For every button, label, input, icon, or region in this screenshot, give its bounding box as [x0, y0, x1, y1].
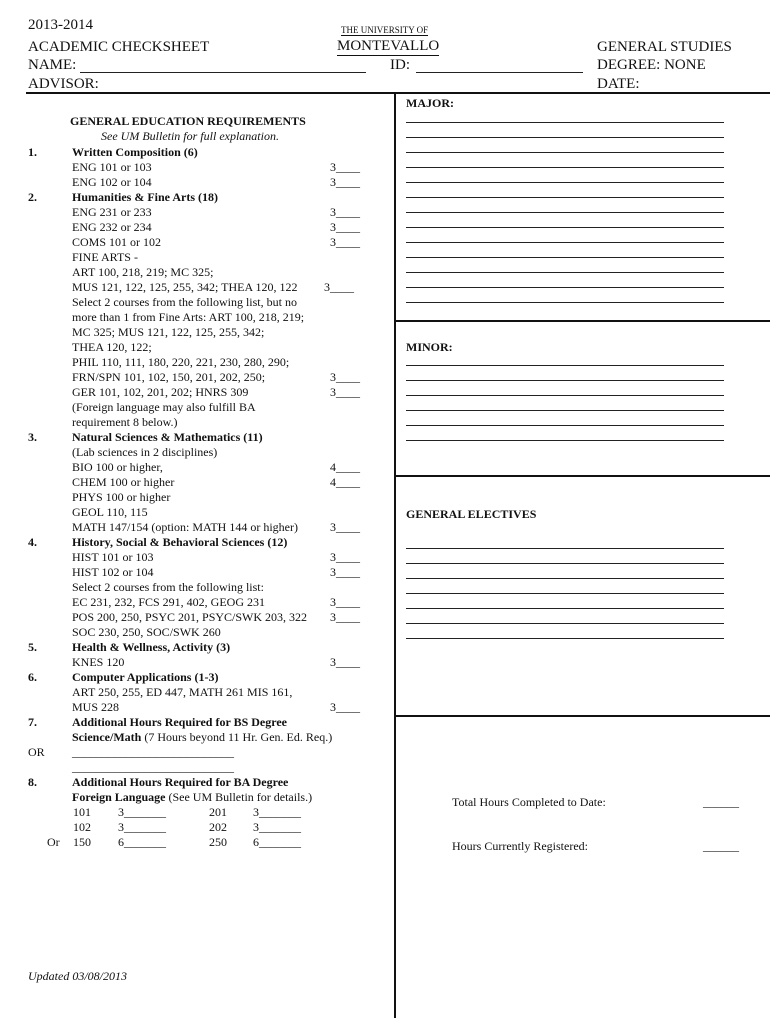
requirement-text: PHIL 110, 111, 180, 220, 221, 230, 280, 290; [72, 355, 290, 369]
requirement-line [72, 640, 230, 655]
name-field[interactable] [80, 72, 366, 73]
requirement-text: Health & Wellness, Activity (3) [72, 640, 231, 654]
requirement-line [72, 145, 198, 160]
program: GENERAL STUDIES [597, 39, 732, 55]
requirement-line [72, 610, 307, 625]
requirement-line [72, 310, 304, 325]
minor-course-line[interactable] [406, 410, 724, 411]
requirement-line [72, 685, 292, 700]
credit-blank[interactable]: 3____ [330, 160, 360, 174]
requirement-text: ART 100, 218, 219; MC 325; [72, 265, 214, 279]
course-number: 202 [209, 820, 227, 834]
date-label: DATE: [597, 76, 640, 92]
credit-blank[interactable]: 3____ [330, 610, 360, 624]
requirement-text: more than 1 from Fine Arts: ART 100, 218, 219; [72, 310, 305, 324]
requirement-text: MC 325; MUS 121, 122, 125, 255, 342; [72, 325, 265, 339]
course-number: 150 [73, 835, 91, 849]
requirement-text: HIST 101 or 103 [72, 550, 154, 564]
requirement-text: EC 231, 232, FCS 291, 402, GEOG 231 [72, 595, 266, 609]
requirement-text: MUS 228 [72, 700, 120, 714]
credit-blank[interactable]: 3____ [330, 520, 360, 534]
requirement-line [72, 580, 264, 595]
requirement-text: Select 2 courses from the following list, but no [72, 295, 297, 309]
requirement-line [72, 790, 312, 805]
university-small: THE UNIVERSITY OF [341, 25, 429, 35]
requirement-text: HIST 102 or 104 [72, 565, 154, 579]
credit-blank[interactable]: 3____ [330, 565, 360, 579]
requirement-line [72, 235, 161, 250]
major-course-line[interactable] [406, 137, 724, 138]
requirement-line [72, 400, 256, 415]
requirement-line [72, 385, 248, 400]
requirement-line [72, 700, 119, 715]
requirement-text: BIO 100 or higher, [72, 460, 163, 474]
requirement-text: Science/Math [72, 730, 142, 744]
requirement-line [72, 595, 265, 610]
requirement-number: 4. [28, 535, 37, 549]
electives-label: GENERAL ELECTIVES [406, 507, 537, 521]
requirement-line [72, 205, 152, 220]
requirement-line [72, 670, 218, 685]
total-hours-field[interactable]: ______ [703, 795, 739, 809]
minor-course-line[interactable] [406, 365, 724, 366]
minor-course-line[interactable] [406, 425, 724, 426]
requirement-line [72, 265, 213, 280]
requirement-number: 5. [28, 640, 37, 654]
major-course-line[interactable] [406, 287, 724, 288]
requirement-line [72, 490, 170, 505]
requirement-text: Written Composition (6) [72, 145, 198, 159]
requirement-text: requirement 8 below.) [72, 415, 178, 429]
minor-course-line[interactable] [406, 380, 724, 381]
credit-blank[interactable]: 3____ [324, 280, 354, 294]
requirement-line [72, 715, 287, 730]
header-rule [26, 92, 770, 94]
or-label: Or [47, 835, 60, 849]
requirement-text: Humanities & Fine Arts (18) [72, 190, 218, 204]
requirement-text: ___________________________ [72, 745, 234, 759]
course-number: 101 [73, 805, 91, 819]
requirement-number: 2. [28, 190, 37, 204]
course-number: 250 [209, 835, 227, 849]
requirement-line [72, 475, 174, 490]
credit-blank[interactable]: 3____ [330, 175, 360, 189]
credit-blank[interactable]: 3____ [330, 550, 360, 564]
requirement-line [72, 280, 297, 295]
credit-blank[interactable]: 4____ [330, 475, 360, 489]
requirement-number: 8. [28, 775, 37, 789]
credit-blank[interactable]: 3____ [330, 205, 360, 219]
requirement-text: ENG 101 or 103 [72, 160, 152, 174]
requirement-line [72, 370, 265, 385]
requirement-line [72, 415, 178, 430]
total-hours-label: Total Hours Completed to Date: [452, 795, 606, 809]
requirement-number: 6. [28, 670, 37, 684]
requirement-number: 7. [28, 715, 37, 729]
minor-course-line[interactable] [406, 440, 724, 441]
major-course-line[interactable] [406, 227, 724, 228]
credit-blank[interactable]: 3____ [330, 235, 360, 249]
degree: DEGREE: NONE [597, 57, 706, 73]
elective-course-line[interactable] [406, 608, 724, 609]
requirement-line [72, 460, 163, 475]
credit-blank[interactable]: 3____ [330, 385, 360, 399]
requirement-text: ENG 102 or 104 [72, 175, 152, 189]
credit-blank[interactable]: 3_______ [118, 820, 166, 834]
credit-blank[interactable]: 3____ [330, 595, 360, 609]
requirement-line [72, 175, 152, 190]
major-course-line[interactable] [406, 257, 724, 258]
credit-blank[interactable]: 3____ [330, 370, 360, 384]
major-course-line[interactable] [406, 197, 724, 198]
requirement-text: COMS 101 or 102 [72, 235, 162, 249]
credit-blank[interactable]: 3_______ [118, 805, 166, 819]
requirement-line [72, 655, 124, 670]
requirement-line [72, 445, 217, 460]
requirement-text: KNES 120 [72, 655, 125, 669]
requirement-text: ENG 232 or 234 [72, 220, 152, 234]
requirement-line [72, 250, 138, 265]
major-rule [396, 320, 770, 322]
elective-course-line[interactable] [406, 638, 724, 639]
requirement-line [72, 295, 297, 310]
major-course-line[interactable] [406, 122, 724, 123]
name-label: NAME: [28, 57, 77, 73]
credit-blank[interactable]: 3____ [330, 220, 360, 234]
requirement-line [72, 190, 218, 205]
requirement-line [72, 505, 148, 520]
requirement-text: MUS 121, 122, 125, 255, 342; THEA 120, 122 [72, 280, 298, 294]
course-number: 201 [209, 805, 227, 819]
major-course-line[interactable] [406, 182, 724, 183]
requirement-line [72, 325, 264, 340]
requirement-text: MATH 147/154 (option: MATH 144 or higher) [72, 520, 298, 534]
requirement-text: ENG 231 or 233 [72, 205, 152, 219]
requirement-text: GEOL 110, 115 [72, 505, 148, 519]
electives-rule [396, 715, 770, 717]
requirement-line [72, 355, 289, 370]
requirement-text: Additional Hours Required for BS Degree [72, 715, 288, 729]
requirement-text: GER 101, 102, 201, 202; HNRS 309 [72, 385, 249, 399]
credit-blank[interactable]: 3____ [330, 700, 360, 714]
requirement-line [72, 160, 152, 175]
credit-blank[interactable]: 3____ [330, 655, 360, 669]
course-number: 102 [73, 820, 91, 834]
requirement-line [72, 775, 288, 790]
requirement-text: POS 200, 250, PSYC 201, PSYC/SWK 203, 322 [72, 610, 308, 624]
requirement-note: (7 Hours beyond 11 Hr. Gen. Ed. Req.) [141, 730, 333, 744]
registered-hours-field[interactable]: ______ [703, 839, 739, 853]
major-course-line[interactable] [406, 152, 724, 153]
requirement-line [72, 730, 332, 745]
elective-course-line[interactable] [406, 578, 724, 579]
major-course-line[interactable] [406, 242, 724, 243]
minor-label: MINOR: [406, 340, 453, 354]
column-divider [394, 94, 396, 1018]
id-field[interactable] [416, 72, 583, 73]
requirement-line [72, 535, 287, 550]
requirement-line [72, 565, 153, 580]
requirement-text: CHEM 100 or higher [72, 475, 175, 489]
minor-rule [396, 475, 770, 477]
requirement-text: Natural Sciences & Mathematics (11) [72, 430, 263, 444]
requirement-text: FRN/SPN 101, 102, 150, 201, 202, 250; [72, 370, 266, 384]
gen-ed-title: GENERAL EDUCATION REQUIREMENTS [70, 114, 306, 128]
credit-blank[interactable]: 3_______ [253, 805, 301, 819]
credit-blank[interactable]: 6_______ [118, 835, 166, 849]
requirement-text: ___________________________ [72, 760, 234, 774]
requirement-text: THEA 120, 122; [72, 340, 152, 354]
requirement-text: (Lab sciences in 2 disciplines) [72, 445, 218, 459]
requirement-text: Select 2 courses from the following list: [72, 580, 264, 594]
requirement-number: 3. [28, 430, 37, 444]
credit-blank[interactable]: 6_______ [253, 835, 301, 849]
requirement-text: ART 250, 255, ED 447, MATH 261 MIS 161, [72, 685, 293, 699]
requirement-line [72, 550, 153, 565]
credit-blank[interactable]: 4____ [330, 460, 360, 474]
requirement-note: (See UM Bulletin for details.) [165, 790, 313, 804]
requirement-number: 1. [28, 145, 37, 159]
requirement-line [72, 625, 221, 640]
elective-course-line[interactable] [406, 548, 724, 549]
major-course-line[interactable] [406, 212, 724, 213]
requirement-line [72, 760, 234, 775]
elective-course-line[interactable] [406, 623, 724, 624]
requirement-text: SOC 230, 250, SOC/SWK 260 [72, 625, 221, 639]
updated-note: Updated 03/08/2013 [28, 969, 127, 983]
requirement-text: Foreign Language [72, 790, 166, 804]
requirement-line [72, 520, 298, 535]
requirement-text: PHYS 100 or higher [72, 490, 171, 504]
requirement-text: History, Social & Behavioral Sciences (12) [72, 535, 288, 549]
requirement-line [72, 220, 152, 235]
major-course-line[interactable] [406, 167, 724, 168]
requirement-text: FINE ARTS - [72, 250, 138, 264]
major-course-line[interactable] [406, 272, 724, 273]
minor-course-line[interactable] [406, 395, 724, 396]
gen-ed-subtitle: See UM Bulletin for full explanation. [101, 129, 279, 143]
major-label: MAJOR: [406, 96, 454, 110]
requirement-text: Additional Hours Required for BA Degree [72, 775, 289, 789]
university-name: MONTEVALLO [337, 38, 440, 54]
major-course-line[interactable] [406, 302, 724, 303]
or-label: OR [28, 745, 45, 759]
registered-hours-label: Hours Currently Registered: [452, 839, 588, 853]
year: 2013-2014 [28, 17, 93, 33]
requirement-line [72, 340, 152, 355]
requirement-text: (Foreign language may also fulfill BA [72, 400, 256, 414]
form-title: ACADEMIC CHECKSHEET [28, 39, 210, 55]
advisor-label: ADVISOR: [28, 76, 99, 92]
requirement-text: Computer Applications (1-3) [72, 670, 219, 684]
elective-course-line[interactable] [406, 563, 724, 564]
elective-course-line[interactable] [406, 593, 724, 594]
requirement-line [72, 430, 263, 445]
requirement-line [72, 745, 234, 760]
credit-blank[interactable]: 3_______ [253, 820, 301, 834]
id-label: ID: [390, 57, 410, 73]
